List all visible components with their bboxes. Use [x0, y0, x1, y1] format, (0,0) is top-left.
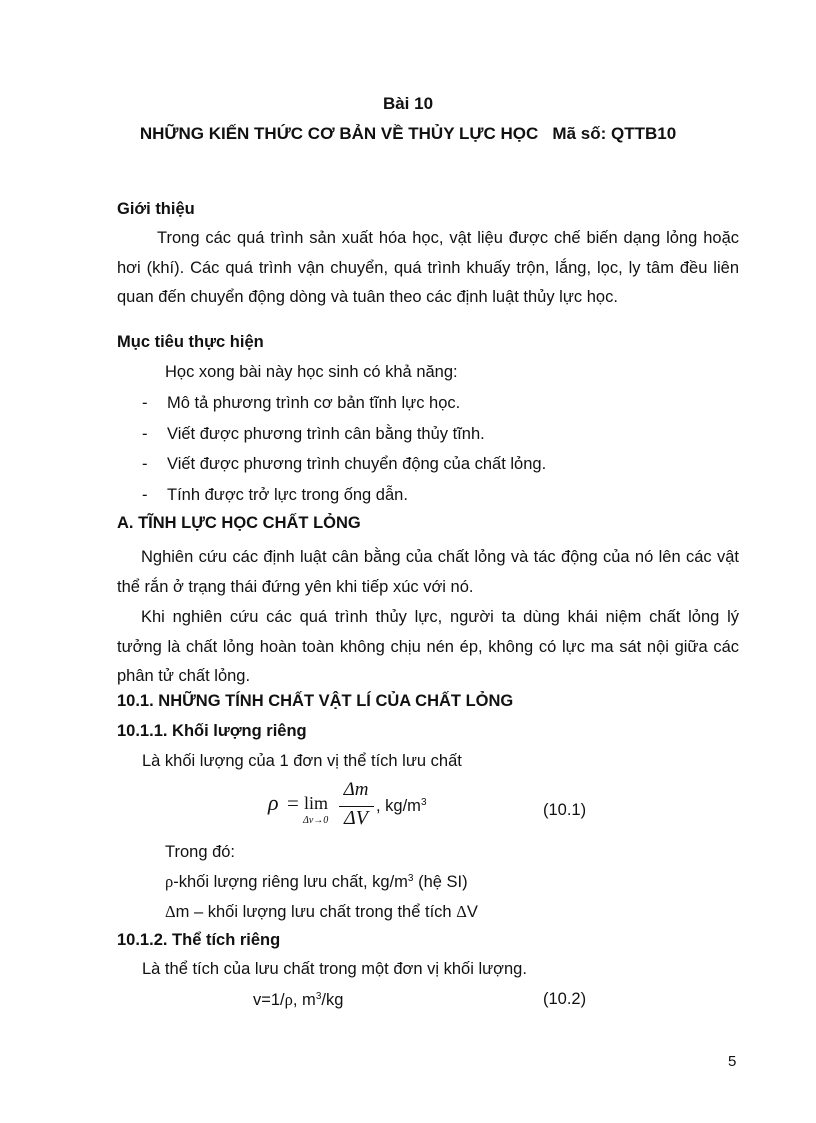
lesson-title-line — [0, 124, 816, 144]
section-10-1-2-heading: 10.1.2. Thể tích riêng — [117, 931, 281, 949]
delta-v-label: V — [466, 903, 478, 921]
objective-item: Viết được phương trình chuyển động của chất lỏng. — [167, 455, 547, 473]
bullet-dash: - — [142, 394, 148, 412]
eq-lim: lim — [304, 793, 329, 813]
section-10-1-heading: 10.1. NHỮNG TÍNH CHẤT VẬT LÍ CỦA CHẤT LỎNG — [117, 692, 514, 710]
eq2-number: (10.2) — [543, 990, 587, 1008]
lesson-code: Mã số: QTTB10 — [552, 124, 677, 143]
eq-unit-exponent: 3 — [420, 797, 427, 808]
rho-system: (hệ SI) — [413, 873, 468, 891]
page-number: 5 — [728, 1053, 737, 1070]
eq-lim-subscript: Δv→0 — [303, 815, 329, 826]
rho-unit-exponent: 3 — [407, 873, 414, 884]
rho-definition: -khối lượng riêng lưu chất, kg/m — [173, 873, 408, 891]
density-definition: Là khối lượng của 1 đơn vị thể tích lưu chất — [142, 752, 462, 770]
definition-delta-m — [165, 902, 478, 922]
intro-paragraph: Trong các quá trình sản xuất hóa học, vật liệu được chế biến dạng lỏng hoặc hơi (khí). Các quá trình vận chuyển, quá trình khuấy trộn, lắng, lọc, ly tâm đều liên quan đến chuyển động dòng và tuân theo các định luật thủy lực học. — [117, 229, 739, 306]
section-a-heading: A. TĨNH LỰC HỌC CHẤT LỎNG — [117, 514, 361, 532]
eq-rho: ρ — [268, 790, 279, 815]
eq-number: (10.1) — [543, 801, 587, 819]
delta-symbol: Δ — [456, 902, 467, 921]
eq2-rho: ρ — [284, 990, 293, 1009]
intro-heading: Giới thiệu — [117, 200, 195, 218]
rho-symbol: ρ — [165, 872, 174, 891]
lesson-title: NHỮNG KIẾN THỨC CƠ BẢN VỀ THỦY LỰC HỌC — [139, 124, 539, 143]
eq2-unit-tail: /kg — [321, 991, 344, 1009]
objective-item: Viết được phương trình cân bằng thủy tĩnh. — [167, 425, 485, 443]
lesson-number: Bài 10 — [382, 94, 434, 113]
eq-unit — [376, 797, 427, 816]
objectives-heading: Mục tiêu thực hiện — [117, 333, 264, 351]
eq-denominator: ΔV — [344, 807, 368, 829]
eq-numerator: Δm — [343, 779, 369, 800]
bullet-dash: - — [142, 455, 148, 473]
definition-rho — [165, 872, 468, 892]
bullet-dash: - — [142, 425, 148, 443]
bullet-dash: - — [142, 486, 148, 504]
eq-equals: = — [287, 791, 299, 815]
equation-10-2 — [253, 990, 343, 1010]
objective-item: Mô tả phương trình cơ bản tĩnh lực học. — [167, 394, 461, 412]
where-label: Trong đó: — [165, 843, 236, 861]
eq2-unit: , m — [292, 991, 316, 1009]
eq2-lhs: v=1/ — [253, 991, 285, 1009]
section-10-1-1-heading: 10.1.1. Khối lượng riêng — [117, 722, 307, 740]
eq-unit-text: , kg/m — [376, 797, 421, 815]
delta-symbol: Δ — [165, 902, 176, 921]
section-a-paragraph-2: Khi nghiên cứu các quá trình thủy lực, người ta dùng khái niệm chất lỏng lý tưởng là chất lỏng hoàn toàn không chịu nén ép, không có lực ma sát nội giữa các phân tử chất lỏng. — [117, 608, 739, 685]
objective-item: Tính được trở lực trong ống dẫn. — [167, 486, 408, 504]
objectives-lead: Học xong bài này học sinh có khả năng: — [165, 363, 458, 381]
specific-volume-definition: Là thể tích của lưu chất trong một đơn vị khối lượng. — [142, 960, 527, 978]
section-a-paragraph-1: Nghiên cứu các định luật cân bằng của chất lỏng và tác động của nó lên các vật thể rắn ở trạng thái đứng yên khi tiếp xúc với nó. — [117, 548, 739, 596]
eq2-unit-exponent: 3 — [315, 991, 322, 1002]
delta-m-definition: m – khối lượng lưu chất trong thể tích — [175, 903, 457, 921]
